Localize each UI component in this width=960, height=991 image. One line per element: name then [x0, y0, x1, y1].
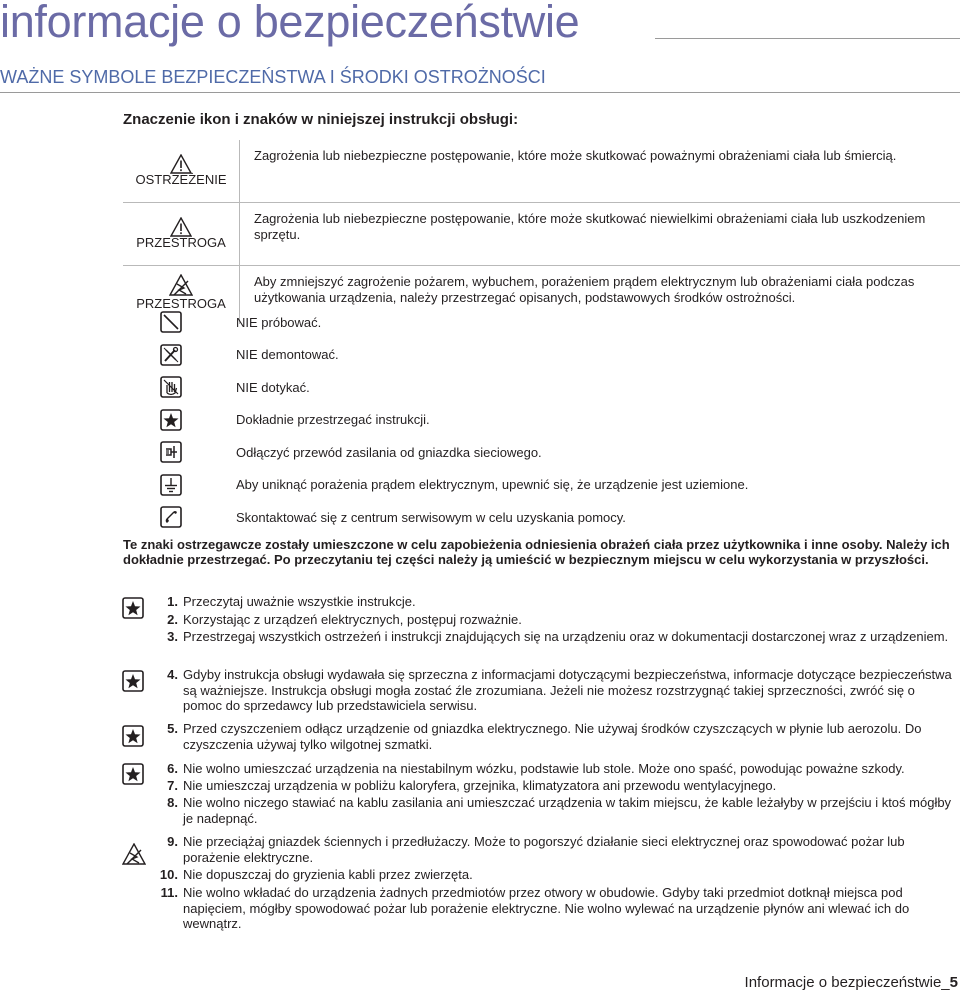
electric-shock-triangle-icon: [122, 843, 146, 865]
service-call-icon: [160, 506, 182, 528]
alert-text: Aby zmniejszyć zagrożenie pożarem, wybuchem, porażeniem prądem elektrycznym lub obrażeniami ciała podczas użytkowania urządzenia, należy przestrzegać opisanych, podstawowych środków ostrożności.: [254, 274, 915, 305]
symbol-text: Skontaktować się z centrum serwisowym w celu uzyskania pomocy.: [236, 509, 626, 525]
list-item: [153, 721, 953, 752]
list-item: [153, 834, 953, 865]
item-number: 3.: [167, 629, 178, 644]
do-not-disassemble-icon: [160, 344, 182, 366]
caution-triangle-icon: [170, 217, 192, 237]
page-title: informacje o bezpieczeństwie: [0, 0, 580, 47]
symbol-text: Dokładnie przestrzegać instrukcji.: [236, 412, 430, 428]
alert-label: PRZESTROGA: [136, 296, 226, 311]
ground-icon: [160, 474, 182, 496]
symbol-list: [160, 306, 800, 534]
list-item: [153, 885, 953, 932]
item-number: 9.: [167, 834, 178, 849]
alert-label-cell: [123, 140, 240, 203]
symbol-row: [160, 404, 800, 437]
subsection-heading: Znaczenie ikon i znaków w niniejszej instrukcji obsługi:: [123, 111, 519, 128]
follow-instructions-icon: [122, 597, 144, 619]
list-item: [153, 761, 953, 777]
symbol-row: [160, 306, 800, 339]
warning-triangle-icon: [170, 154, 192, 174]
item-number: 1.: [167, 594, 178, 609]
list-item: [153, 795, 953, 826]
item-text: Nie umieszczaj urządzenia w pobliżu kaloryfera, grzejnika, klimatyzatora ani przewodu wentylacyjnego.: [183, 778, 777, 793]
item-text: Przestrzegaj wszystkich ostrzeżeń i instrukcji znajdujących się na urządzeniu oraz w dokumentacji dostarczonej wraz z urządzeniem.: [183, 629, 949, 644]
warning-intro: Te znaki ostrzegawcze zostały umieszczone w celu zapobieżenia odniesienia obrażeń ciała przez użytkownika i inne osoby. Należy ich dokładnie przestrzegać. Po przeczytaniu tej części należy ją umieścić w bezpiecznym miejscu w celu wykorzystania w przyszłości.: [123, 537, 950, 567]
item-text: Nie przeciążaj gniazdek ściennych i przedłużaczy. Może to pogorszyć działanie sieci elektrycznej oraz spowodować pożar lub porażenie elektryczne.: [183, 834, 905, 865]
electric-shock-triangle-icon: [169, 274, 193, 296]
alert-row-caution: [123, 203, 960, 266]
list-item: [153, 778, 953, 794]
alert-table: [123, 140, 960, 324]
symbol-row: [160, 501, 800, 534]
alert-text: Zagrożenia lub niebezpieczne postępowanie, które może skutkować niewielkimi obrażeniami ciała lub uszkodzeniem sprzętu.: [240, 203, 960, 266]
symbol-row: [160, 371, 800, 404]
list-item: [153, 667, 953, 714]
item-text: Przed czyszczeniem odłącz urządzenie od gniazdka elektrycznego. Nie używaj środków czyszczących w płynie lub aerozolu. Do czyszczenia używaj tylko wilgotnej szmatki.: [183, 721, 922, 752]
section-heading: WAŻNE SYMBOLE BEZPIECZEŃSTWA I ŚRODKI OSTROŻNOŚCI: [0, 67, 546, 87]
item-text: Nie wolno niczego stawiać na kablu zasilania ani umieszczać urządzenia w takim miejscu, że kable leżałyby w przejściu i ktoś mógłby je nadepnąć.: [183, 795, 952, 826]
item-number: 7.: [167, 778, 178, 793]
follow-instructions-icon: [122, 725, 144, 747]
item-text: Gdyby instrukcja obsługi wydawała się sprzeczna z informacjami dotyczącymi bezpieczeństwa, informacje dotyczące bezpieczeństwa są ważniejsze. Instrukcja obsługi mogła zostać źle zrozumiana. Jeżeli nie możesz rozstrzygnąć takiej sprzeczności, zwróć się o pomoc do sprzedawcy lub przedstawiciela serwisu.: [183, 667, 952, 713]
list-item: [153, 629, 953, 645]
title-rule: [655, 38, 960, 39]
alert-row-warning: [123, 140, 960, 203]
page-footer: [745, 974, 958, 991]
item-number: 5.: [167, 721, 178, 736]
section-rule: [0, 92, 960, 93]
follow-instructions-icon: [160, 409, 182, 431]
symbol-text: NIE demontować.: [236, 347, 339, 363]
item-text: Nie wolno umieszczać urządzenia na niestabilnym wózku, podstawie lub stole. Może ono spaść, powodując poważne szkody.: [183, 761, 905, 776]
alert-label-cell: [123, 203, 240, 266]
follow-instructions-icon: [122, 670, 144, 692]
item-text: Nie wolno wkładać do urządzenia żadnych przedmiotów przez otwory w obudowie. Gdyby taki przedmiot dotknął miejsca pod napięciem, mógłby spowodować pożar lub porażenie elektryczne. Nie wolno wylewać na urządzenie płynów ani wlewać ich do wewnątrz.: [183, 885, 910, 931]
alert-label: PRZESTROGA: [136, 235, 226, 250]
alert-text: Zagrożenia lub niebezpieczne postępowanie, które może skutkować poważnymi obrażeniami ciała lub śmiercią.: [240, 140, 960, 203]
item-number: 8.: [167, 795, 178, 810]
item-text: Nie dopuszczaj do gryzienia kabli przez zwierzęta.: [183, 867, 473, 882]
list-item: [153, 867, 953, 883]
unplug-icon: [160, 441, 182, 463]
item-number: 2.: [167, 612, 178, 627]
follow-instructions-icon: [122, 763, 144, 785]
item-text: Przeczytaj uważnie wszystkie instrukcje.: [183, 594, 416, 609]
item-number: 6.: [167, 761, 178, 776]
item-number: 4.: [167, 667, 178, 682]
symbol-row: [160, 339, 800, 372]
symbol-row: [160, 436, 800, 469]
symbol-text: NIE próbować.: [236, 314, 322, 330]
symbol-text: Odłączyć przewód zasilania od gniazdka sieciowego.: [236, 444, 542, 460]
item-number: 10.: [159, 867, 178, 882]
item-number: 11.: [160, 885, 178, 900]
footer-text: Informacje o bezpieczeństwie_: [744, 974, 950, 991]
symbol-text: NIE dotykać.: [236, 379, 310, 395]
page-number: 5: [949, 974, 958, 991]
item-text: Korzystając z urządzeń elektrycznych, postępuj rozważnie.: [183, 612, 522, 627]
symbol-row: [160, 469, 800, 502]
symbol-text: Aby uniknąć porażenia prądem elektrycznym, upewnić się, że urządzenie jest uziemione.: [236, 477, 749, 493]
do-not-attempt-icon: [160, 311, 182, 333]
do-not-touch-icon: [160, 376, 182, 398]
alert-label: OSTRZEŻENIE: [135, 172, 227, 187]
list-item: [153, 612, 953, 628]
list-item: [153, 594, 953, 610]
